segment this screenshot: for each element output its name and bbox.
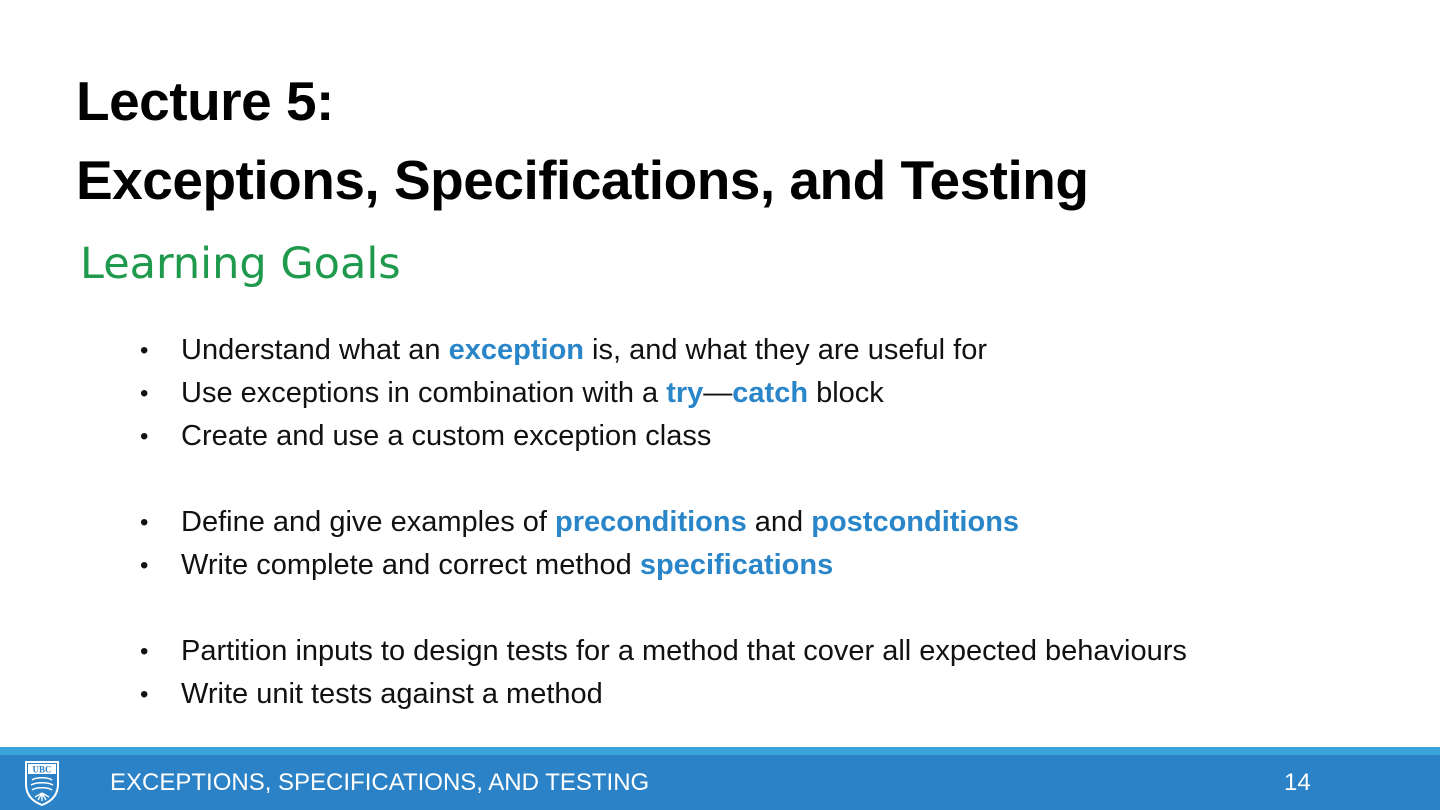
list-item: • Use exceptions in combination with a try—catch block [140,372,1420,415]
keyword-exception: exception [448,334,584,366]
bullet-icon: • [140,552,149,579]
bullet-icon: • [140,380,149,407]
bullet-icon: • [140,638,149,665]
slide-title [76,62,1088,220]
goal-group-specifications [140,501,1420,587]
list-item: • Understand what an exception is, and what they are useful for [140,329,1420,372]
list-item: • Define and give examples of preconditions and postconditions [140,501,1420,544]
section-heading: Learning Goals [80,239,401,289]
list-item: • Partition inputs to design tests for a method that cover all expected behaviours [140,630,1420,673]
keyword-catch: catch [732,377,809,409]
keyword-postconditions: postconditions [811,506,1020,538]
list-item: • Write unit tests against a method [140,673,1420,716]
keyword-preconditions: preconditions [555,506,747,538]
bullet-icon: • [140,509,149,536]
ubc-crest-icon [24,760,60,806]
bullet-icon: • [140,423,149,450]
keyword-try: try [666,377,704,409]
bullet-icon: • [140,681,149,708]
crest-text: UBC [32,764,52,775]
footer-title: EXCEPTIONS, SPECIFICATIONS, AND TESTING [110,769,650,796]
page-number: 14 [1284,769,1311,796]
title-line-1: Lecture 5: [76,70,334,132]
goal-group-testing [140,630,1420,716]
bullet-icon: • [140,337,149,364]
list-item: • Create and use a custom exception class [140,415,1420,458]
footer-accent-bar [0,747,1440,755]
goal-group-exceptions [140,329,1420,458]
keyword-specifications: specifications [639,549,834,581]
learning-goals-list [140,329,1420,759]
list-item: • Write complete and correct method specifications [140,544,1420,587]
slide-footer [0,755,1440,810]
title-line-2: Exceptions, Specifications, and Testing [76,149,1089,211]
